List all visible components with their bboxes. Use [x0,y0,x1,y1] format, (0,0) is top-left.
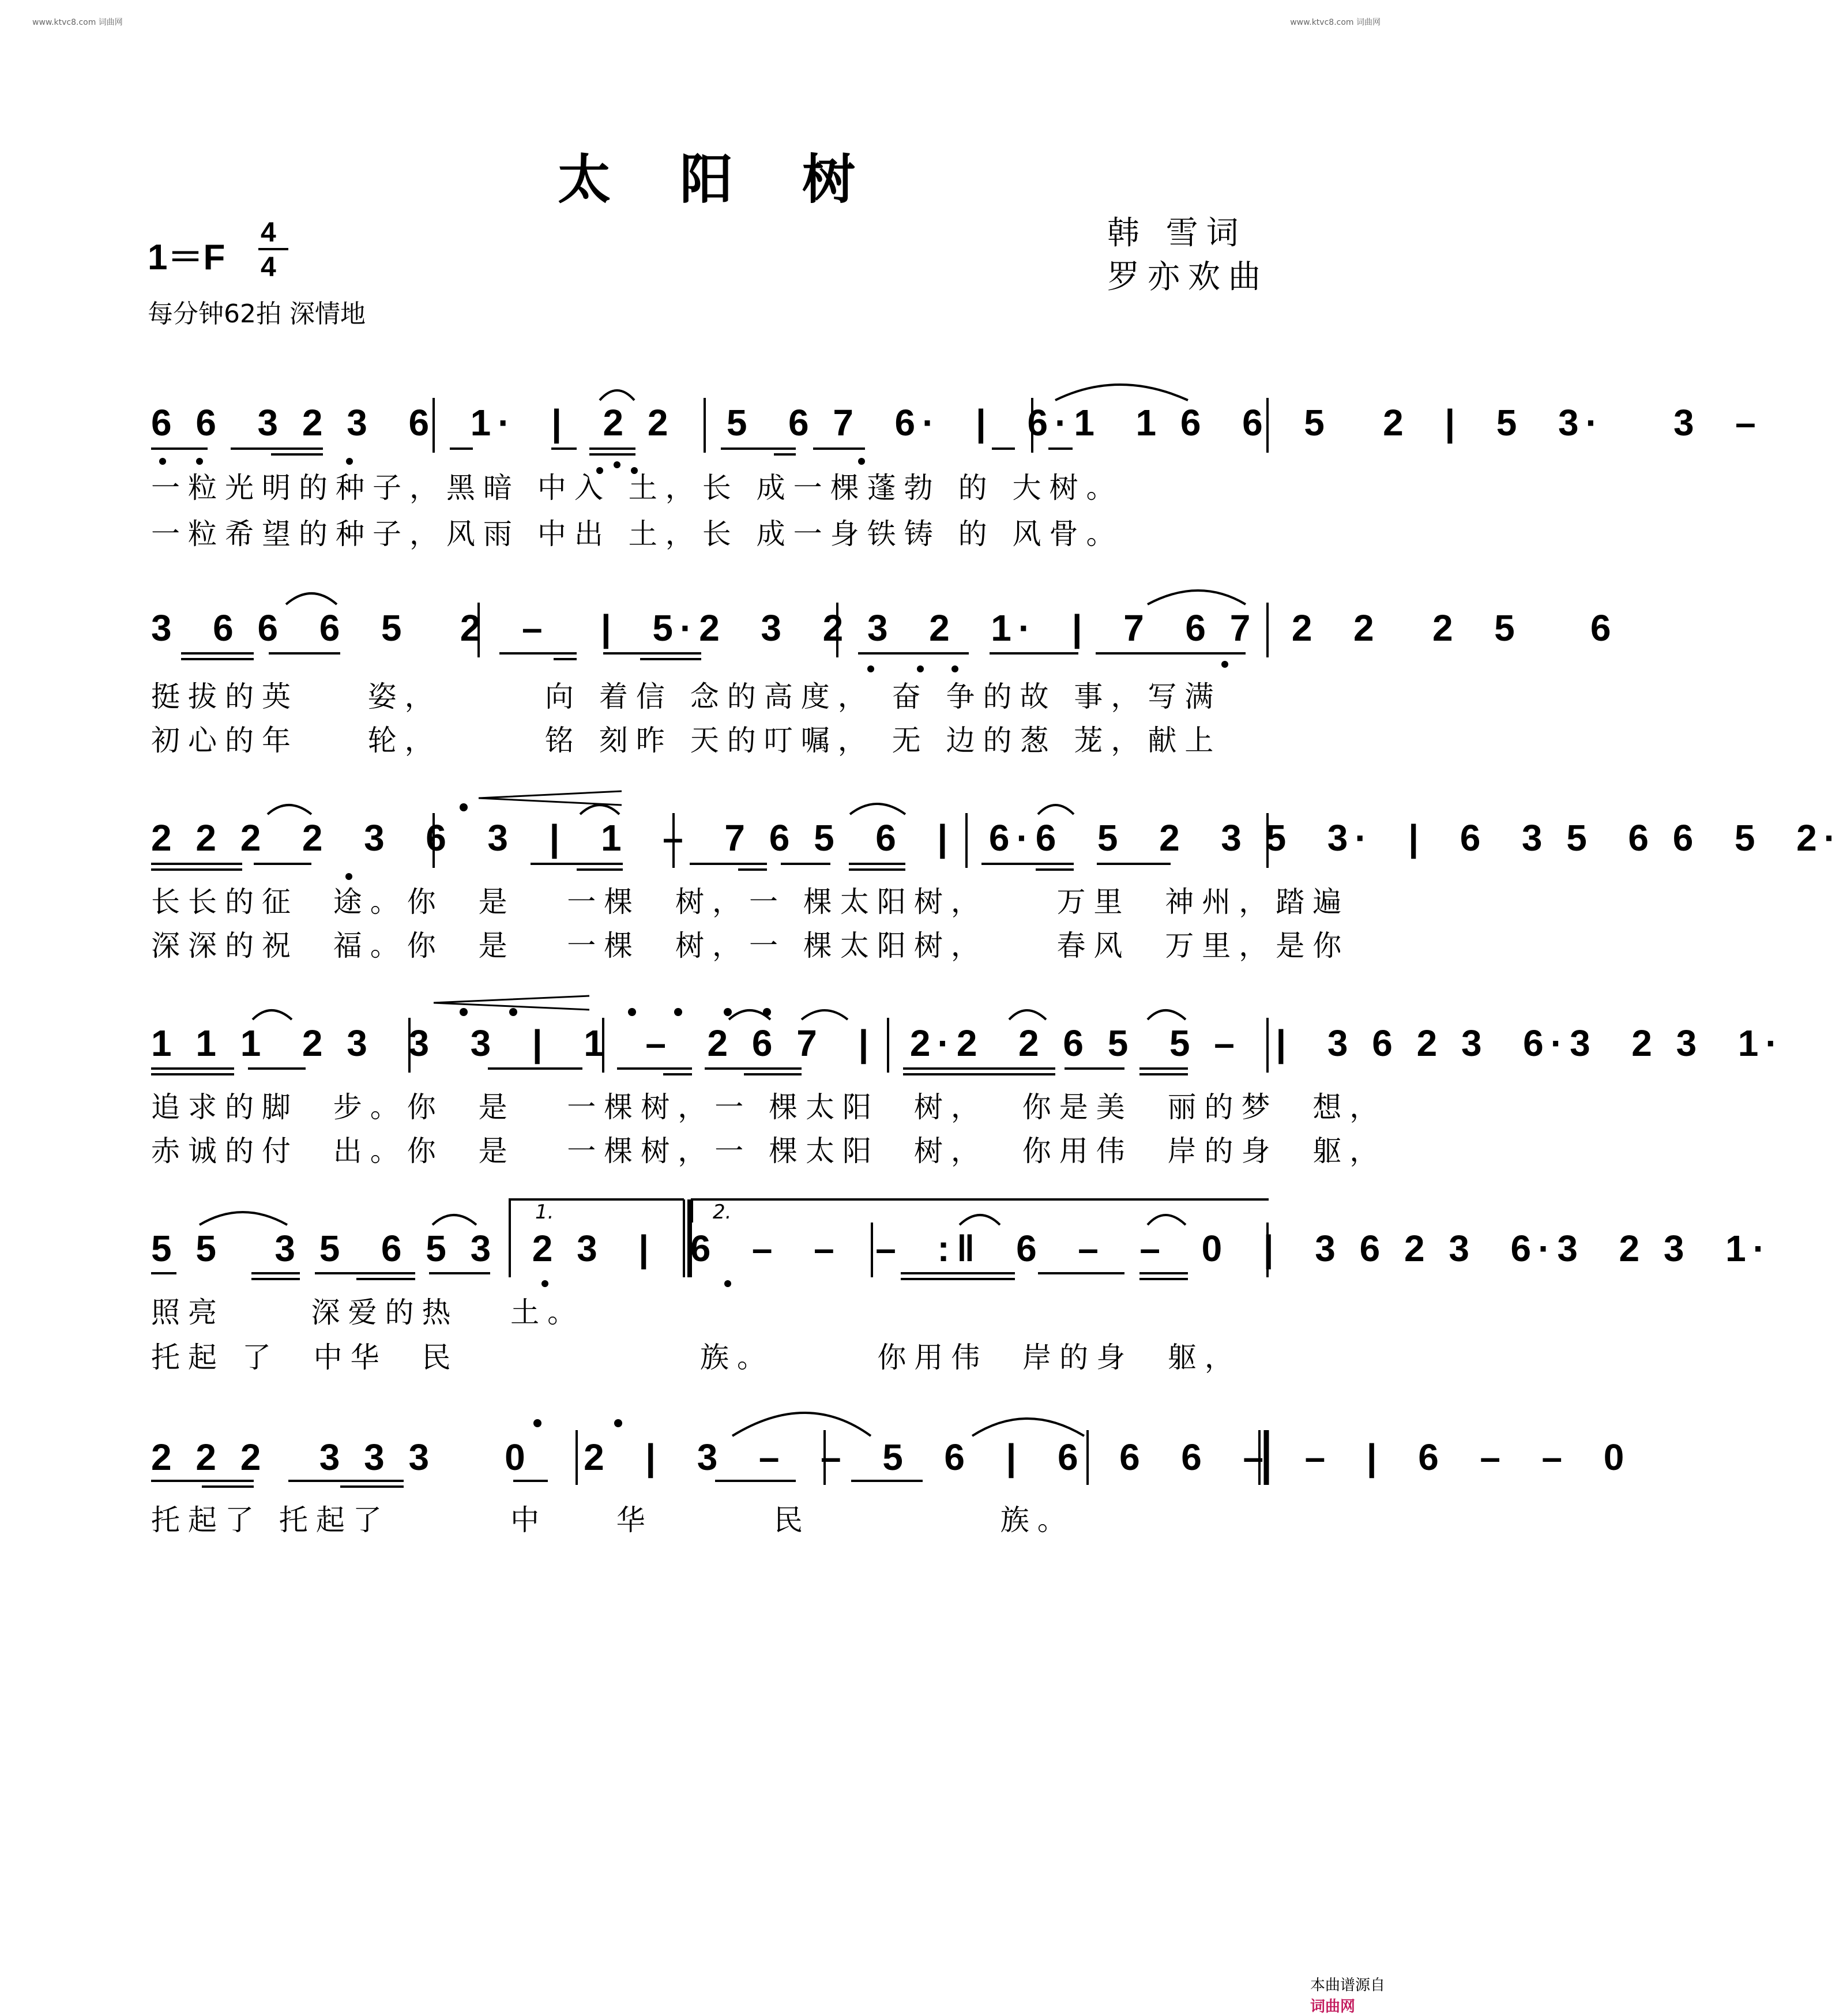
header-right-site: www.ktvc8.com 词曲网 [1290,18,1381,27]
lyric-line-4-verse-1: 追求的脚 步。你 是 一棵树，一 棵太阳 树， 你是美 丽的梦 想， [151,1090,1387,1124]
song-title: 太阳树 [557,148,924,210]
notation-system-3: 2 2 2 2 3 6 3 | 1 – 7 6 5 6 | 6·6 5 2 3 5 3· | 6 3 5 6 6 5 2· [151,817,1843,859]
lyric-line-1-verse-1: 一粒光明的种子，黑暗 中入 土，长 成一棵蓬勃 的 大树。 [151,471,1123,505]
lyric-line-2-verse-1: 挺拔的英 姿， 向 着信 念的高度， 奋 争的故 事，写满 [151,680,1222,713]
lyric-line-1-verse-2: 一粒希望的种子，风雨 中出 土，长 成一身铁铸 的 风骨。 [151,517,1123,551]
lyricist-credit: 韩 雪词 [1107,215,1247,252]
lyric-line-6: 托起了 托起了 中 华 民 族。 [151,1503,1074,1537]
footer-source [1300,1956,1385,2016]
notation-system-6: 2 2 2 3 3 3 0 2 | 3 – – 5 6 | 6 6 6 – – | 6 – – 0 [151,1436,1631,1478]
lyric-line-5-verse-2: 托起 了 中华 民 族。 你用伟 岸的身 躯， [151,1341,1242,1374]
time-signature-top: 4 [261,217,276,248]
notation-system-5: 5 5 3 5 6 5 3 2 3 | 6 – – – :‖ 6 – – 0 | 3 6 2 3 6·3 2 3 1· [151,1228,1772,1269]
header-left-site: www.ktvc8.com 词曲网 [32,18,123,27]
lyric-line-4-verse-2: 赤诚的付 出。你 是 一棵树，一 棵太阳 树， 你用伟 岸的身 躯， [151,1134,1387,1168]
lyric-line-3-verse-2: 深深的祝 福。你 是 一棵 树，一 棵太阳树， 春风 万里，是你 [151,929,1350,962]
first-ending-label: 1. [535,1201,554,1224]
notation-system-4: 1 1 1 2 3 3 3 | 1 – 2 6 7 | 2·2 2 6 5 5 – | 3 6 2 3 6·3 2 3 1· [151,1022,1785,1064]
time-signature-bottom: 4 [261,252,276,283]
footer-source-brand[interactable]: 词曲网 [1310,1998,1355,2015]
lyric-line-5-verse-1: 照亮 深爱的热 土。 [151,1296,585,1329]
notation-system-2: 3 6 6 6 5 2 – | 5·2 3 2 3 2 1· | 7 6 7 2 2 2 5 6 [151,607,1618,649]
footer-source-prefix: 本曲谱源自 [1310,1977,1385,1994]
key-signature: 1＝F [148,238,225,277]
tempo-marking: 每分钟62拍 深情地 [148,299,366,329]
lyric-line-2-verse-2: 初心的年 轮， 铭 刻昨 天的叮嘱， 无 边的葱 茏，献上 [151,724,1222,757]
lyric-line-3-verse-1: 长长的征 途。你 是 一棵 树，一 棵太阳树， 万里 神州，踏遍 [151,885,1350,919]
second-ending-label: 2. [713,1201,732,1224]
composer-credit: 罗亦欢曲 [1107,258,1269,296]
notation-system-1: 6 6 3 2 3 6 1· | 2 2 5 6 7 6· | 6·1 1 6 6 5 2 | 5 3· 3 – [151,402,1763,443]
